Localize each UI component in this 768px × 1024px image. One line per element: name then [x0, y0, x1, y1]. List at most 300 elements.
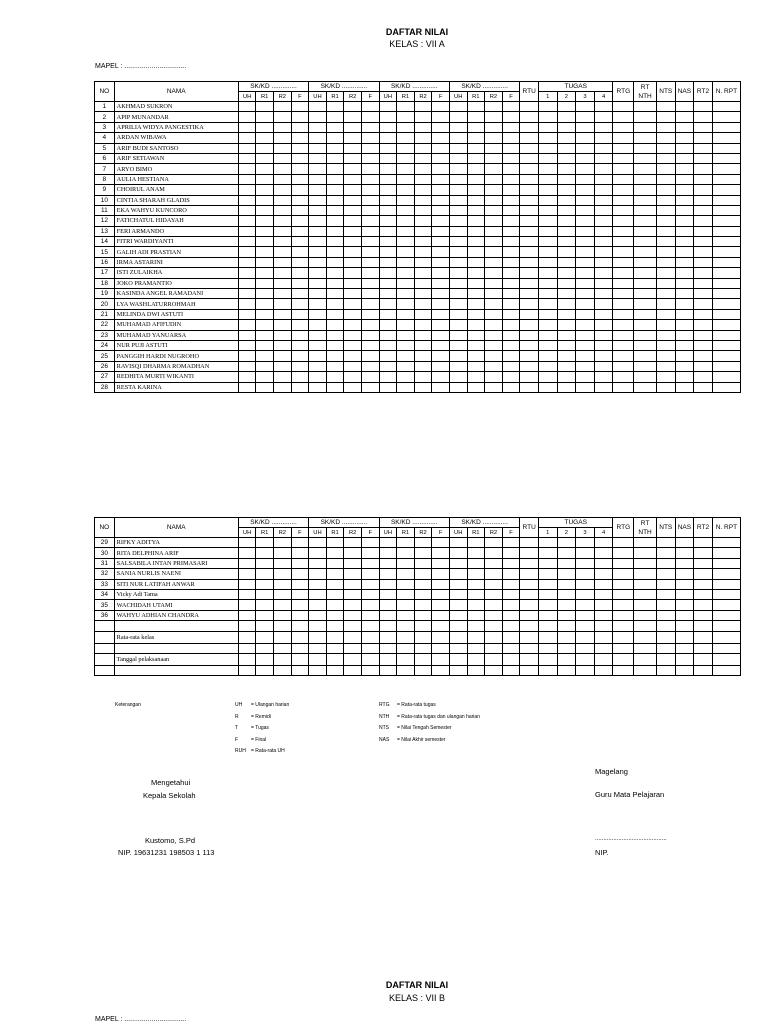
grade-cell[interactable] — [397, 309, 415, 319]
grade-cell[interactable] — [675, 216, 694, 226]
grade-cell[interactable] — [576, 257, 595, 267]
grade-cell[interactable] — [538, 589, 557, 599]
grade-cell[interactable] — [467, 257, 485, 267]
grade-cell[interactable] — [397, 579, 415, 589]
grade-cell[interactable] — [694, 330, 713, 340]
grade-cell[interactable] — [291, 268, 309, 278]
grade-cell[interactable] — [594, 174, 613, 184]
grade-cell[interactable] — [432, 257, 450, 267]
grade-cell[interactable] — [557, 153, 576, 163]
grade-cell[interactable] — [291, 610, 309, 620]
grade-cell[interactable] — [557, 205, 576, 215]
grade-cell[interactable] — [291, 257, 309, 267]
grade-cell[interactable] — [675, 643, 694, 653]
grade-cell[interactable] — [449, 665, 467, 675]
grade-cell[interactable] — [238, 268, 256, 278]
grade-cell[interactable] — [309, 320, 327, 330]
grade-cell[interactable] — [379, 589, 397, 599]
grade-cell[interactable] — [238, 643, 256, 653]
grade-cell[interactable] — [485, 205, 503, 215]
grade-cell[interactable] — [432, 309, 450, 319]
grade-cell[interactable] — [557, 643, 576, 653]
grade-cell[interactable] — [502, 621, 520, 631]
grade-cell[interactable] — [449, 569, 467, 579]
grade-cell[interactable] — [432, 112, 450, 122]
grade-cell[interactable] — [712, 372, 740, 382]
grade-cell[interactable] — [634, 631, 657, 643]
grade-cell[interactable] — [238, 372, 256, 382]
grade-cell[interactable] — [326, 185, 344, 195]
grade-cell[interactable] — [485, 133, 503, 143]
grade-cell[interactable] — [238, 195, 256, 205]
grade-cell[interactable] — [344, 216, 362, 226]
grade-cell[interactable] — [520, 185, 539, 195]
grade-cell[interactable] — [502, 133, 520, 143]
grade-cell[interactable] — [326, 174, 344, 184]
grade-cell[interactable] — [520, 289, 539, 299]
grade-cell[interactable] — [712, 257, 740, 267]
grade-cell[interactable] — [467, 102, 485, 112]
grade-cell[interactable] — [656, 226, 675, 236]
grade-cell[interactable] — [557, 133, 576, 143]
grade-cell[interactable] — [485, 538, 503, 548]
grade-cell[interactable] — [502, 569, 520, 579]
grade-cell[interactable] — [379, 237, 397, 247]
grade-cell[interactable] — [675, 164, 694, 174]
grade-cell[interactable] — [256, 112, 274, 122]
grade-cell[interactable] — [397, 278, 415, 288]
grade-cell[interactable] — [309, 600, 327, 610]
grade-cell[interactable] — [520, 278, 539, 288]
grade-cell[interactable] — [467, 351, 485, 361]
grade-cell[interactable] — [712, 237, 740, 247]
grade-cell[interactable] — [273, 569, 291, 579]
grade-cell[interactable] — [326, 247, 344, 257]
grade-cell[interactable] — [273, 631, 291, 643]
grade-cell[interactable] — [576, 610, 595, 620]
grade-cell[interactable] — [520, 320, 539, 330]
grade-cell[interactable] — [594, 600, 613, 610]
grade-cell[interactable] — [397, 621, 415, 631]
grade-cell[interactable] — [414, 548, 432, 558]
grade-cell[interactable] — [694, 653, 713, 665]
grade-cell[interactable] — [538, 278, 557, 288]
grade-cell[interactable] — [538, 153, 557, 163]
grade-cell[interactable] — [397, 153, 415, 163]
grade-cell[interactable] — [485, 621, 503, 631]
grade-cell[interactable] — [379, 548, 397, 558]
grade-cell[interactable] — [326, 361, 344, 371]
grade-cell[interactable] — [675, 205, 694, 215]
grade-cell[interactable] — [613, 174, 634, 184]
grade-cell[interactable] — [557, 361, 576, 371]
grade-cell[interactable] — [656, 257, 675, 267]
grade-cell[interactable] — [576, 195, 595, 205]
grade-cell[interactable] — [379, 133, 397, 143]
grade-cell[interactable] — [379, 538, 397, 548]
grade-cell[interactable] — [594, 112, 613, 122]
grade-cell[interactable] — [467, 289, 485, 299]
grade-cell[interactable] — [291, 538, 309, 548]
grade-cell[interactable] — [326, 548, 344, 558]
grade-cell[interactable] — [576, 268, 595, 278]
grade-cell[interactable] — [538, 631, 557, 643]
grade-cell[interactable] — [344, 133, 362, 143]
grade-cell[interactable] — [379, 382, 397, 392]
grade-cell[interactable] — [613, 548, 634, 558]
grade-cell[interactable] — [502, 330, 520, 340]
grade-cell[interactable] — [361, 143, 379, 153]
grade-cell[interactable] — [256, 665, 274, 675]
grade-cell[interactable] — [675, 340, 694, 350]
grade-cell[interactable] — [309, 247, 327, 257]
grade-cell[interactable] — [675, 351, 694, 361]
grade-cell[interactable] — [397, 299, 415, 309]
grade-cell[interactable] — [712, 330, 740, 340]
grade-cell[interactable] — [361, 299, 379, 309]
grade-cell[interactable] — [520, 216, 539, 226]
grade-cell[interactable] — [557, 610, 576, 620]
grade-cell[interactable] — [576, 548, 595, 558]
grade-cell[interactable] — [712, 579, 740, 589]
grade-cell[interactable] — [520, 122, 539, 132]
grade-cell[interactable] — [291, 226, 309, 236]
grade-cell[interactable] — [397, 185, 415, 195]
grade-cell[interactable] — [675, 309, 694, 319]
grade-cell[interactable] — [594, 195, 613, 205]
grade-cell[interactable] — [291, 216, 309, 226]
grade-cell[interactable] — [344, 164, 362, 174]
grade-cell[interactable] — [256, 133, 274, 143]
grade-cell[interactable] — [485, 237, 503, 247]
grade-cell[interactable] — [594, 382, 613, 392]
grade-cell[interactable] — [273, 600, 291, 610]
grade-cell[interactable] — [613, 226, 634, 236]
grade-cell[interactable] — [613, 216, 634, 226]
grade-cell[interactable] — [397, 257, 415, 267]
grade-cell[interactable] — [694, 320, 713, 330]
grade-cell[interactable] — [712, 195, 740, 205]
grade-cell[interactable] — [344, 653, 362, 665]
grade-cell[interactable] — [467, 237, 485, 247]
grade-cell[interactable] — [238, 610, 256, 620]
grade-cell[interactable] — [576, 237, 595, 247]
grade-cell[interactable] — [557, 320, 576, 330]
grade-cell[interactable] — [309, 382, 327, 392]
grade-cell[interactable] — [309, 589, 327, 599]
grade-cell[interactable] — [502, 216, 520, 226]
grade-cell[interactable] — [712, 548, 740, 558]
grade-cell[interactable] — [309, 133, 327, 143]
grade-cell[interactable] — [576, 653, 595, 665]
grade-cell[interactable] — [344, 361, 362, 371]
grade-cell[interactable] — [485, 589, 503, 599]
grade-cell[interactable] — [634, 653, 657, 665]
grade-cell[interactable] — [291, 102, 309, 112]
grade-cell[interactable] — [576, 382, 595, 392]
grade-cell[interactable] — [326, 309, 344, 319]
grade-cell[interactable] — [485, 289, 503, 299]
grade-cell[interactable] — [675, 237, 694, 247]
grade-cell[interactable] — [712, 558, 740, 568]
grade-cell[interactable] — [467, 133, 485, 143]
grade-cell[interactable] — [344, 247, 362, 257]
grade-cell[interactable] — [576, 589, 595, 599]
grade-cell[interactable] — [379, 320, 397, 330]
grade-cell[interactable] — [520, 143, 539, 153]
grade-cell[interactable] — [538, 174, 557, 184]
grade-cell[interactable] — [675, 569, 694, 579]
grade-cell[interactable] — [656, 600, 675, 610]
grade-cell[interactable] — [538, 361, 557, 371]
grade-cell[interactable] — [613, 195, 634, 205]
grade-cell[interactable] — [238, 237, 256, 247]
grade-cell[interactable] — [694, 289, 713, 299]
grade-cell[interactable] — [326, 216, 344, 226]
grade-cell[interactable] — [449, 643, 467, 653]
grade-cell[interactable] — [291, 153, 309, 163]
grade-cell[interactable] — [379, 653, 397, 665]
grade-cell[interactable] — [344, 268, 362, 278]
grade-cell[interactable] — [291, 299, 309, 309]
grade-cell[interactable] — [594, 372, 613, 382]
grade-cell[interactable] — [675, 153, 694, 163]
grade-cell[interactable] — [379, 143, 397, 153]
grade-cell[interactable] — [594, 247, 613, 257]
grade-cell[interactable] — [634, 579, 657, 589]
grade-cell[interactable] — [485, 558, 503, 568]
grade-cell[interactable] — [557, 195, 576, 205]
grade-cell[interactable] — [712, 133, 740, 143]
grade-cell[interactable] — [256, 382, 274, 392]
grade-cell[interactable] — [256, 579, 274, 589]
grade-cell[interactable] — [273, 133, 291, 143]
grade-cell[interactable] — [449, 382, 467, 392]
grade-cell[interactable] — [594, 216, 613, 226]
grade-cell[interactable] — [449, 226, 467, 236]
grade-cell[interactable] — [326, 558, 344, 568]
grade-cell[interactable] — [414, 558, 432, 568]
grade-cell[interactable] — [291, 112, 309, 122]
grade-cell[interactable] — [238, 320, 256, 330]
grade-cell[interactable] — [557, 289, 576, 299]
grade-cell[interactable] — [256, 340, 274, 350]
grade-cell[interactable] — [467, 195, 485, 205]
grade-cell[interactable] — [432, 579, 450, 589]
grade-cell[interactable] — [576, 112, 595, 122]
grade-cell[interactable] — [432, 361, 450, 371]
grade-cell[interactable] — [656, 185, 675, 195]
grade-cell[interactable] — [414, 174, 432, 184]
grade-cell[interactable] — [414, 278, 432, 288]
grade-cell[interactable] — [634, 320, 657, 330]
grade-cell[interactable] — [538, 216, 557, 226]
grade-cell[interactable] — [238, 122, 256, 132]
grade-cell[interactable] — [694, 185, 713, 195]
grade-cell[interactable] — [291, 195, 309, 205]
grade-cell[interactable] — [712, 600, 740, 610]
grade-cell[interactable] — [594, 589, 613, 599]
grade-cell[interactable] — [656, 330, 675, 340]
grade-cell[interactable] — [379, 102, 397, 112]
grade-cell[interactable] — [397, 205, 415, 215]
grade-cell[interactable] — [712, 226, 740, 236]
grade-cell[interactable] — [449, 340, 467, 350]
grade-cell[interactable] — [238, 112, 256, 122]
grade-cell[interactable] — [694, 372, 713, 382]
grade-cell[interactable] — [432, 558, 450, 568]
grade-cell[interactable] — [502, 340, 520, 350]
grade-cell[interactable] — [326, 538, 344, 548]
grade-cell[interactable] — [576, 600, 595, 610]
grade-cell[interactable] — [273, 665, 291, 675]
grade-cell[interactable] — [414, 538, 432, 548]
grade-cell[interactable] — [502, 361, 520, 371]
grade-cell[interactable] — [502, 185, 520, 195]
grade-cell[interactable] — [576, 558, 595, 568]
grade-cell[interactable] — [502, 237, 520, 247]
grade-cell[interactable] — [576, 164, 595, 174]
grade-cell[interactable] — [576, 340, 595, 350]
grade-cell[interactable] — [344, 185, 362, 195]
grade-cell[interactable] — [256, 205, 274, 215]
grade-cell[interactable] — [557, 174, 576, 184]
grade-cell[interactable] — [273, 330, 291, 340]
grade-cell[interactable] — [634, 153, 657, 163]
grade-cell[interactable] — [291, 330, 309, 340]
grade-cell[interactable] — [432, 538, 450, 548]
grade-cell[interactable] — [449, 237, 467, 247]
grade-cell[interactable] — [576, 372, 595, 382]
grade-cell[interactable] — [256, 548, 274, 558]
grade-cell[interactable] — [694, 548, 713, 558]
grade-cell[interactable] — [594, 653, 613, 665]
grade-cell[interactable] — [576, 185, 595, 195]
grade-cell[interactable] — [502, 631, 520, 643]
grade-cell[interactable] — [361, 330, 379, 340]
grade-cell[interactable] — [414, 289, 432, 299]
grade-cell[interactable] — [520, 112, 539, 122]
grade-cell[interactable] — [613, 558, 634, 568]
grade-cell[interactable] — [326, 112, 344, 122]
grade-cell[interactable] — [538, 289, 557, 299]
grade-cell[interactable] — [291, 205, 309, 215]
grade-cell[interactable] — [694, 133, 713, 143]
grade-cell[interactable] — [309, 330, 327, 340]
grade-cell[interactable] — [675, 278, 694, 288]
grade-cell[interactable] — [675, 558, 694, 568]
grade-cell[interactable] — [309, 153, 327, 163]
grade-cell[interactable] — [712, 247, 740, 257]
grade-cell[interactable] — [634, 589, 657, 599]
grade-cell[interactable] — [379, 665, 397, 675]
grade-cell[interactable] — [467, 558, 485, 568]
grade-cell[interactable] — [538, 579, 557, 589]
grade-cell[interactable] — [397, 226, 415, 236]
grade-cell[interactable] — [309, 122, 327, 132]
grade-cell[interactable] — [361, 289, 379, 299]
grade-cell[interactable] — [557, 112, 576, 122]
grade-cell[interactable] — [520, 268, 539, 278]
grade-cell[interactable] — [613, 112, 634, 122]
grade-cell[interactable] — [256, 257, 274, 267]
grade-cell[interactable] — [520, 102, 539, 112]
grade-cell[interactable] — [256, 226, 274, 236]
grade-cell[interactable] — [675, 174, 694, 184]
grade-cell[interactable] — [344, 665, 362, 675]
grade-cell[interactable] — [291, 237, 309, 247]
grade-cell[interactable] — [467, 226, 485, 236]
grade-cell[interactable] — [326, 257, 344, 267]
grade-cell[interactable] — [379, 289, 397, 299]
grade-cell[interactable] — [309, 102, 327, 112]
grade-cell[interactable] — [326, 382, 344, 392]
grade-cell[interactable] — [291, 309, 309, 319]
grade-cell[interactable] — [344, 278, 362, 288]
grade-cell[interactable] — [449, 299, 467, 309]
grade-cell[interactable] — [502, 579, 520, 589]
grade-cell[interactable] — [557, 382, 576, 392]
grade-cell[interactable] — [326, 320, 344, 330]
grade-cell[interactable] — [694, 665, 713, 675]
grade-cell[interactable] — [613, 185, 634, 195]
grade-cell[interactable] — [634, 195, 657, 205]
grade-cell[interactable] — [309, 653, 327, 665]
grade-cell[interactable] — [291, 631, 309, 643]
grade-cell[interactable] — [361, 538, 379, 548]
grade-cell[interactable] — [538, 133, 557, 143]
grade-cell[interactable] — [397, 216, 415, 226]
grade-cell[interactable] — [613, 340, 634, 350]
grade-cell[interactable] — [309, 268, 327, 278]
grade-cell[interactable] — [379, 299, 397, 309]
grade-cell[interactable] — [594, 538, 613, 548]
grade-cell[interactable] — [379, 351, 397, 361]
grade-cell[interactable] — [256, 216, 274, 226]
grade-cell[interactable] — [309, 299, 327, 309]
grade-cell[interactable] — [344, 320, 362, 330]
grade-cell[interactable] — [613, 278, 634, 288]
grade-cell[interactable] — [397, 643, 415, 653]
grade-cell[interactable] — [291, 569, 309, 579]
grade-cell[interactable] — [538, 538, 557, 548]
grade-cell[interactable] — [361, 361, 379, 371]
grade-cell[interactable] — [273, 174, 291, 184]
grade-cell[interactable] — [291, 653, 309, 665]
grade-cell[interactable] — [485, 122, 503, 132]
grade-cell[interactable] — [675, 102, 694, 112]
grade-cell[interactable] — [379, 122, 397, 132]
grade-cell[interactable] — [557, 589, 576, 599]
grade-cell[interactable] — [326, 643, 344, 653]
grade-cell[interactable] — [675, 143, 694, 153]
grade-cell[interactable] — [538, 351, 557, 361]
grade-cell[interactable] — [414, 247, 432, 257]
grade-cell[interactable] — [538, 665, 557, 675]
grade-cell[interactable] — [309, 164, 327, 174]
grade-cell[interactable] — [594, 102, 613, 112]
grade-cell[interactable] — [344, 153, 362, 163]
grade-cell[interactable] — [309, 631, 327, 643]
grade-cell[interactable] — [449, 600, 467, 610]
grade-cell[interactable] — [675, 631, 694, 643]
grade-cell[interactable] — [467, 309, 485, 319]
grade-cell[interactable] — [634, 174, 657, 184]
grade-cell[interactable] — [414, 665, 432, 675]
grade-cell[interactable] — [361, 257, 379, 267]
grade-cell[interactable] — [694, 569, 713, 579]
grade-cell[interactable] — [634, 621, 657, 631]
